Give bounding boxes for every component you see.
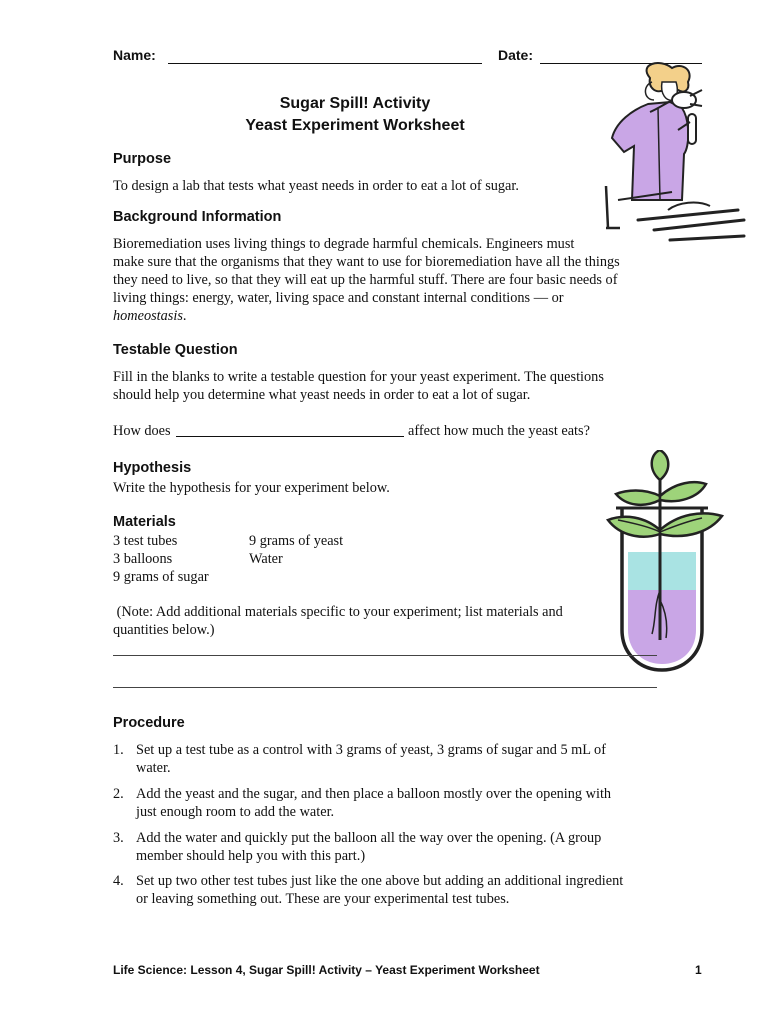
testable-heading: Testable Question <box>113 342 238 358</box>
background-line-last <box>113 307 186 325</box>
step-text: member should help you with this part.) <box>136 848 366 864</box>
background-heading: Background Information <box>113 209 282 225</box>
step-text: Add the water and quickly put the balloon all the way over the opening. (A group <box>136 830 602 846</box>
hypothesis-heading: Hypothesis <box>113 460 192 476</box>
question-prefix: How does <box>113 423 171 439</box>
materials-item: Water <box>249 551 283 567</box>
step-number: 1. <box>113 742 124 758</box>
background-line: living things: energy, water, living space and constant internal conditions — or <box>113 290 564 306</box>
purpose-text: To design a lab that tests what yeast needs in order to eat a lot of sugar. <box>113 178 519 194</box>
background-period: . <box>182 308 187 324</box>
homeostasis-term: homeostasis <box>113 308 183 324</box>
hypothesis-text: Write the hypothesis for your experiment below. <box>113 480 390 496</box>
materials-item: 3 balloons <box>113 551 173 567</box>
date-label: Date: <box>498 47 534 63</box>
step-text: or leaving something out. These are your experimental test tubes. <box>136 891 510 907</box>
materials-item: 3 test tubes <box>113 533 178 549</box>
page-subtitle: Yeast Experiment Worksheet <box>245 117 465 134</box>
purpose-heading: Purpose <box>113 151 172 167</box>
step-text: just enough room to add the water. <box>136 804 335 820</box>
step-number: 3. <box>113 830 124 846</box>
materials-heading: Materials <box>113 514 176 530</box>
background-line: make sure that the organisms that they want to use for bioremediation have all the things <box>113 254 620 270</box>
question-suffix: affect how much the yeast eats? <box>408 423 590 439</box>
testable-line: should help you determine what yeast needs in order to eat a lot of sugar. <box>113 387 531 403</box>
question-blank[interactable] <box>176 436 404 437</box>
page-number: 1 <box>695 963 702 977</box>
name-label: Name: <box>113 47 156 63</box>
step-text: Set up a test tube as a control with 3 grams of yeast, 3 grams of sugar and 5 mL of <box>136 742 606 758</box>
step-text: water. <box>136 760 171 776</box>
footer-text: Life Science: Lesson 4, Sugar Spill! Activity – Yeast Experiment Worksheet <box>113 963 540 977</box>
materials-item: 9 grams of yeast <box>249 533 344 549</box>
procedure-heading: Procedure <box>113 715 185 731</box>
plant-clipart <box>598 450 738 680</box>
materials-blank-line[interactable] <box>113 687 657 688</box>
materials-item: 9 grams of sugar <box>113 569 209 585</box>
step-number: 2. <box>113 786 124 802</box>
materials-blank-line[interactable] <box>113 655 657 656</box>
page-title: Sugar Spill! Activity <box>279 95 431 112</box>
step-text: Add the yeast and the sugar, and then place a balloon mostly over the opening with <box>136 786 612 802</box>
step-number: 4. <box>113 873 124 889</box>
materials-note: quantities below.) <box>113 622 215 638</box>
testable-line: Fill in the blanks to write a testable question for your yeast experiment. The questions <box>113 369 604 385</box>
background-line: Bioremediation uses living things to degrade harmful chemicals. Engineers must <box>113 236 575 252</box>
scientist-clipart <box>598 60 748 250</box>
step-text: Set up two other test tubes just like the one above but adding an additional ingredient <box>136 873 624 889</box>
materials-note: (Note: Add additional materials specific to your experiment; list materials and <box>113 604 563 620</box>
background-line: they need to live, so that they will eat up the harmful stuff. There are four basic needs of <box>113 272 618 288</box>
name-field[interactable] <box>168 63 482 64</box>
